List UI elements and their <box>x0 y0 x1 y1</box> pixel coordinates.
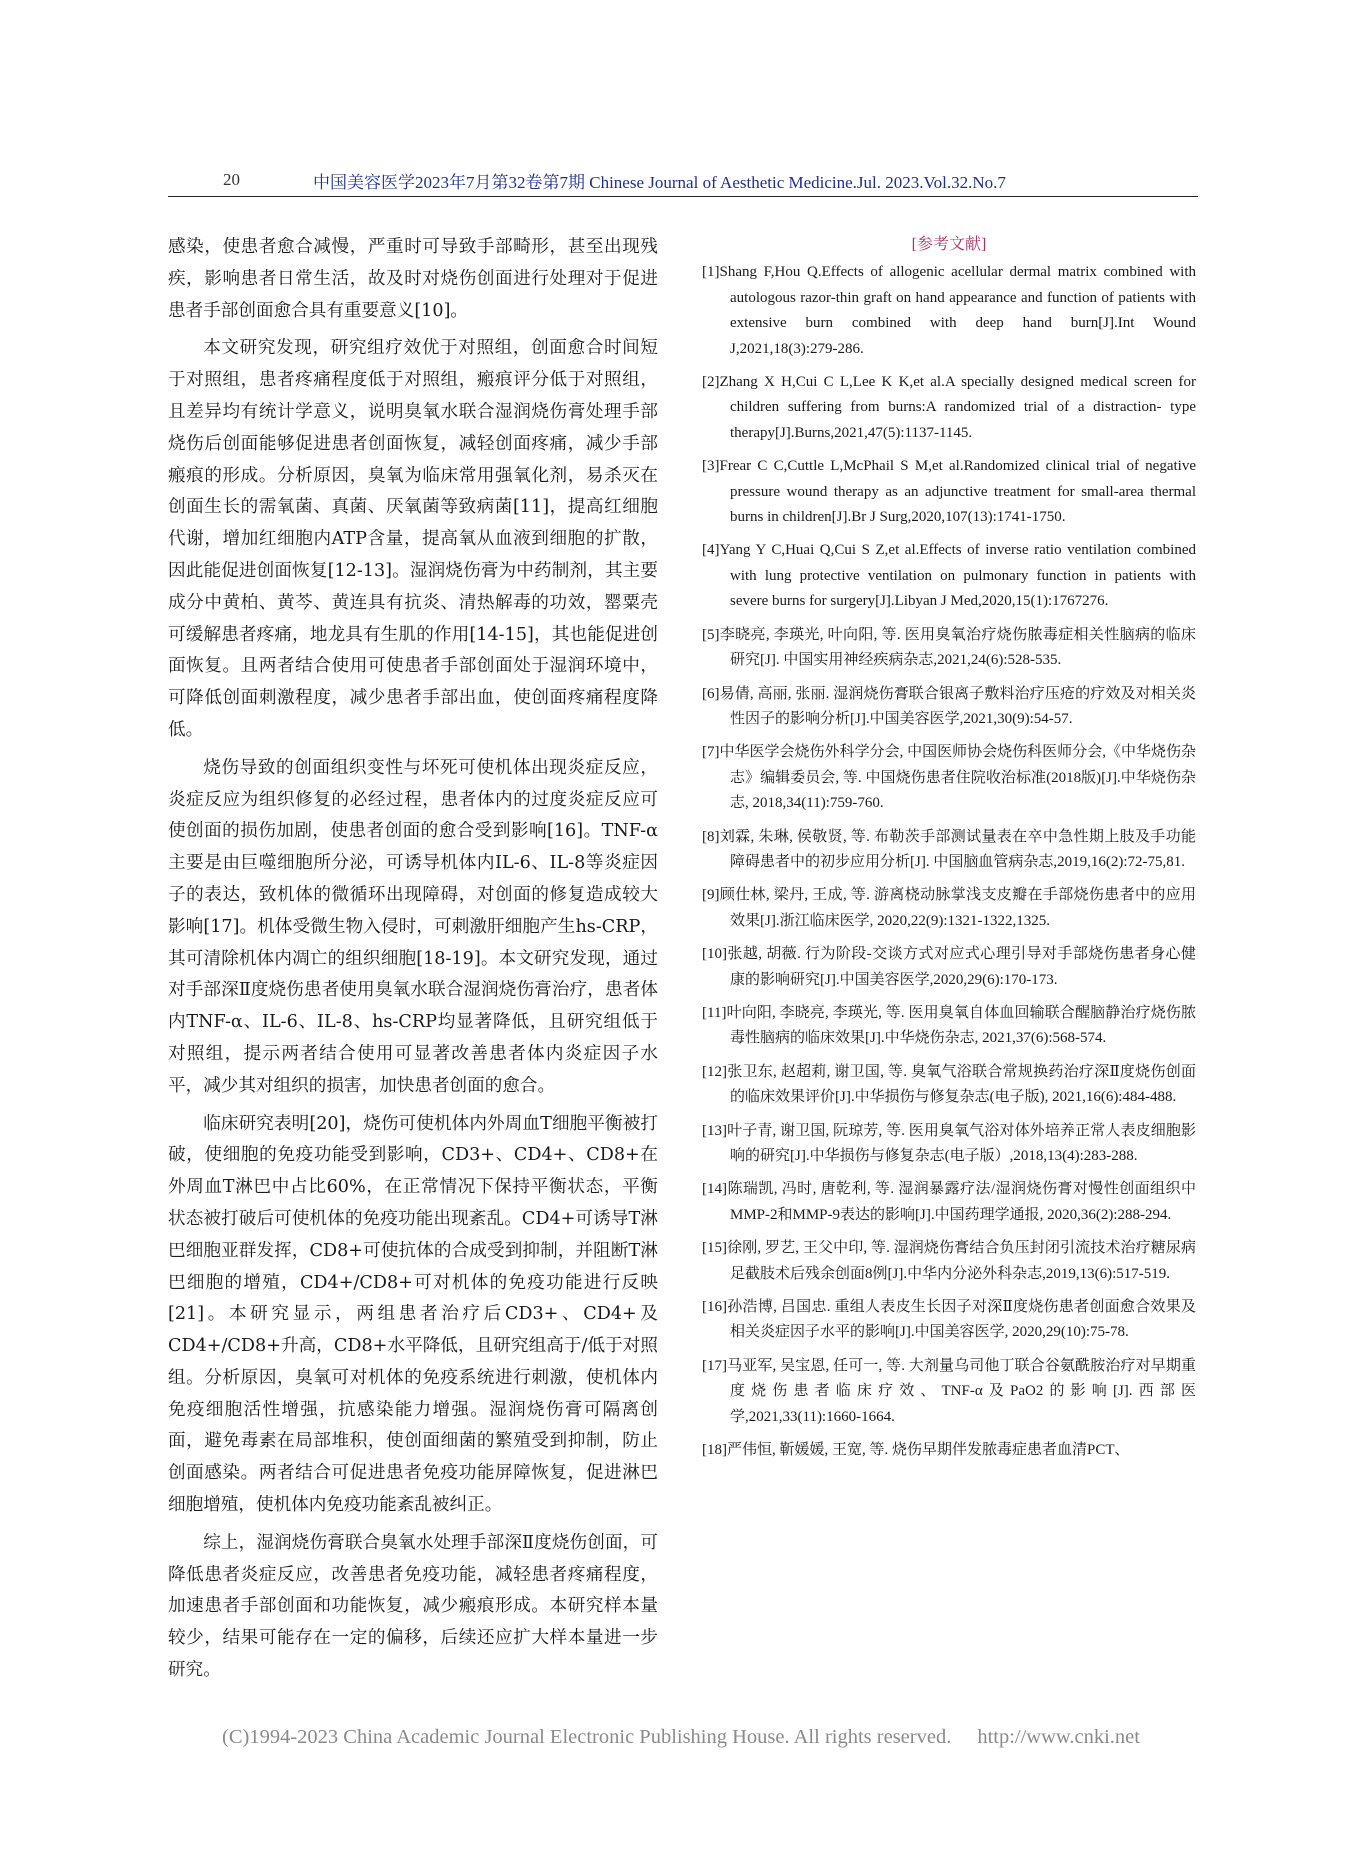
reference-item: [13]叶子青, 谢卫国, 阮琼芳, 等. 医用臭氧气浴对体外培养正常人表皮细胞影响的研究[J].中华损伤与修复杂志(电子版）,2018,13(4):283-288. <box>702 1122 1196 1164</box>
copyright-text: (C)1994-2023 China Academic Journal Electronic Publishing House. All rights reserved. <box>222 1726 952 1748</box>
references-column <box>702 232 1196 1471</box>
body-paragraph: 综上，湿润烧伤膏联合臭氧水处理手部深Ⅱ度烧伤创面，可降低患者炎症反应，改善患者免疫功能，减轻患者疼痛程度，加速患者手部创面和功能恢复，减少瘢痕形成。本研究样本量较少，结果可能存在一定的偏移，后续还应扩大样本量进一步研究。 <box>168 1532 658 1681</box>
reference-item: [5]李晓亮, 李瑛光, 叶向阳, 等. 医用臭氧治疗烧伤脓毒症相关性脑病的临床研究[J]. 中国实用神经疾病杂志,2021,24(6):528-535. <box>702 626 1196 669</box>
reference-item: [10]张越, 胡薇. 行为阶段-交谈方式对应式心理引导对手部烧伤患者身心健康的影响研究[J].中国美容医学,2020,29(6):170-173. <box>702 946 1196 988</box>
body-paragraph: 感染，使患者愈合减慢，严重时可导致手部畸形，甚至出现残疾，影响患者日常生活，故及时对烧伤创面进行处理对于促进患者手部创面愈合具有重要意义[10]。 <box>168 237 658 321</box>
body-paragraph: 烧伤导致的创面组织变性与坏死可使机体出现炎症反应，炎症反应为组织修复的必经过程，患者体内的过度炎症反应可使创面的损伤加剧，使患者创面的愈合受到影响[16]。TNF-α主要是由巨噬细胞所分泌，可诱导机体内IL-6、IL-8等炎症因子的表达，致机体的微循环出现障碍，对创面的修复造成较大影响[17]。机体受微生物入侵时，可刺激肝细胞产生hs-CRP，其可清除机体内凋亡的组织细胞[18-19]。本文研究发现，通过对手部深Ⅱ度烧伤患者使用臭氧水联合湿润烧伤膏治疗，患者体内TNF-α、IL-6、IL-8、hs-CRP均显著降低，且研究组低于对照组，提示两者结合使用可显著改善患者体内炎症因子水平，减少其对组织的损害，加快患者创面的愈合。 <box>168 757 658 1096</box>
body-paragraph: 临床研究表明[20]，烧伤可使机体内外周血T细胞平衡被打破，使细胞的免疫功能受到影响，CD3+、CD4+、CD8+在外周血T淋巴中占比60%，在正常情况下保持平衡状态，平衡状态被打破后可使机体的免疫功能出现紊乱。CD4+可诱导T淋巴细胞亚群发挥，CD8+可使抗体的合成受到抑制，并阻断T淋巴细胞的增殖，CD4+/CD8+可对机体的免疫功能进行反映[21]。本研究显示，两组患者治疗后CD3+、CD4+及CD4+/CD8+升高，CD8+水平降低，且研究组高于/低于对照组。分析原因，臭氧可对机体的免疫系统进行刺激，使机体内免疫细胞活性增强，抗感染能力增强。湿润烧伤膏可隔离创面，避免毒素在局部堆积，使创面细菌的繁殖受到抑制，防止创面感染。两者结合可促进患者免疫功能屏障恢复，促进淋巴细胞增殖，使机体内免疫功能紊乱被纠正。 <box>168 1113 658 1516</box>
reference-item: [17]马亚军, 吴宝恩, 任可一, 等. 大剂量乌司他丁联合谷氨酰胺治疗对早期重度烧伤患者临床疗效、TNF-α及PaO2的影响[J].西部医学,2021,33(11):1660-1664. <box>702 1357 1196 1425</box>
reference-item: [7]中华医学会烧伤外科学分会, 中国医师协会烧伤科医师分会,《中华烧伤杂志》编辑委员会, 等. 中国烧伤患者住院收治标准(2018版)[J].中华烧伤杂志, 2018,34(11):759-760. <box>702 744 1196 812</box>
journal-title: 中国美容医学2023年7月第32卷第7期 Chinese Journal of Aesthetic Medicine.Jul. 2023.Vol.32.No.7 <box>313 173 1006 192</box>
body-paragraph: 本文研究发现，研究组疗效优于对照组，创面愈合时间短于对照组，患者疼痛程度低于对照组，瘢痕评分低于对照组，且差异均有统计学意义，说明臭氧水联合湿润烧伤膏处理手部烧伤后创面能够促进患者创面恢复，减轻创面疼痛，减少手部瘢痕的形成。分析原因，臭氧为临床常用强氧化剂，易杀灭在创面生长的需氧菌、真菌、厌氧菌等致病菌[11]，提高红细胞代谢，增加红细胞内ATP含量，提高氧从血液到细胞的扩散，因此能促进创面恢复[12-13]。湿润烧伤膏为中药制剂，其主要成分中黄柏、黄芩、黄连具有抗炎、清热解毒的功效，罂粟壳可缓解患者疼痛，地龙具有生肌的作用[14-15]，其也能促进创面恢复。且两者结合使用可使患者手部创面处于湿润环境中，可降低创面刺激程度，减少患者手部出血，使创面疼痛程度降低。 <box>168 338 658 740</box>
reference-item: [14]陈瑞凯, 冯时, 唐乾利, 等. 湿润暴露疗法/湿润烧伤膏对慢性创面组织中MMP-2和MMP-9表达的影响[J].中国药理学通报, 2020,36(2):288-294. <box>702 1181 1196 1223</box>
body-column <box>168 232 658 1693</box>
reference-item: [16]孙浩博, 吕国忠. 重组人表皮生长因子对深Ⅱ度烧伤患者创面愈合效果及相关炎症因子水平的影响[J].中国美容医学, 2020,29(10):75-78. <box>702 1299 1196 1341</box>
reference-item: [6]易倩, 高丽, 张丽. 湿润烧伤膏联合银离子敷料治疗压疮的疗效及对相关炎性因子的影响分析[J].中国美容医学,2021,30(9):54-57. <box>702 685 1196 727</box>
running-header <box>168 166 1198 197</box>
reference-item: [4]Yang Y C,Huai Q,Cui S Z,et al.Effects of inverse ratio ventilation combined with lung protective ventilation on pulmonary function in patients with severe burns for surgery[J].Libyan J Med,2020,15(1):1767276. <box>702 542 1196 610</box>
reference-item: [15]徐刚, 罗艺, 王父中印, 等. 湿润烧伤膏结合负压封闭引流技术治疗糖尿病足截肢术后残余创面8例[J].中华内分泌外科杂志,2019,13(6):517-519. <box>702 1240 1196 1282</box>
reference-item: [1]Shang F,Hou Q.Effects of allogenic acellular dermal matrix combined with autologous razor-thin graft on hand appearance and function of patients with extensive burn combined with deep hand burn[J].Int Wound J,2021,18(3):279-286. <box>702 264 1196 357</box>
reference-item: [12]张卫东, 赵超莉, 谢卫国, 等. 臭氧气浴联合常规换药治疗深Ⅱ度烧伤创面的临床效果评价[J].中华损伤与修复杂志(电子版), 2021,16(6):484-488. <box>702 1063 1196 1106</box>
reference-item: [18]严伟恒, 靳媛媛, 王宽, 等. 烧伤早期伴发脓毒症患者血清PCT、 <box>702 1442 1130 1459</box>
reference-item: [2]Zhang X H,Cui C L,Lee K K,et al.A specially designed medical screen for children suffering from burns:A randomized trial of a distraction- type therapy[J].Burns,2021,47(5):1137-1145. <box>702 374 1196 441</box>
reference-item: [9]顾仕林, 梁丹, 王成, 等. 游离桡动脉掌浅支皮瓣在手部烧伤患者中的应用效果[J].浙江临床医学, 2020,22(9):1321-1322,1325. <box>702 887 1196 929</box>
copyright-footer <box>0 1726 1362 1749</box>
page-number: 20 <box>223 170 240 189</box>
reference-item: [3]Frear C C,Cuttle L,McPhail S M,et al.Randomized clinical trial of negative pressure wound therapy as an adjunctive treatment for small-area thermal burns in children[J].Br J Surg,2020,107(13):1741-1750. <box>702 458 1196 526</box>
reference-item: [8]刘霖, 朱琳, 侯敬贤, 等. 布勒茨手部测试量表在卒中急性期上肢及手功能障碍患者中的初步应用分析[J]. 中国脑血管病杂志,2019,16(2):72-75,81. <box>702 828 1196 870</box>
references-heading: [参考文献] <box>911 236 987 253</box>
reference-item: [11]叶向阳, 李晓亮, 李瑛光, 等. 医用臭氧自体血回输联合醒脑静治疗烧伤脓毒性脑病的临床效果[J].中华烧伤杂志, 2021,37(6):568-574. <box>702 1004 1196 1047</box>
cnki-url: http://www.cnki.net <box>977 1726 1140 1748</box>
